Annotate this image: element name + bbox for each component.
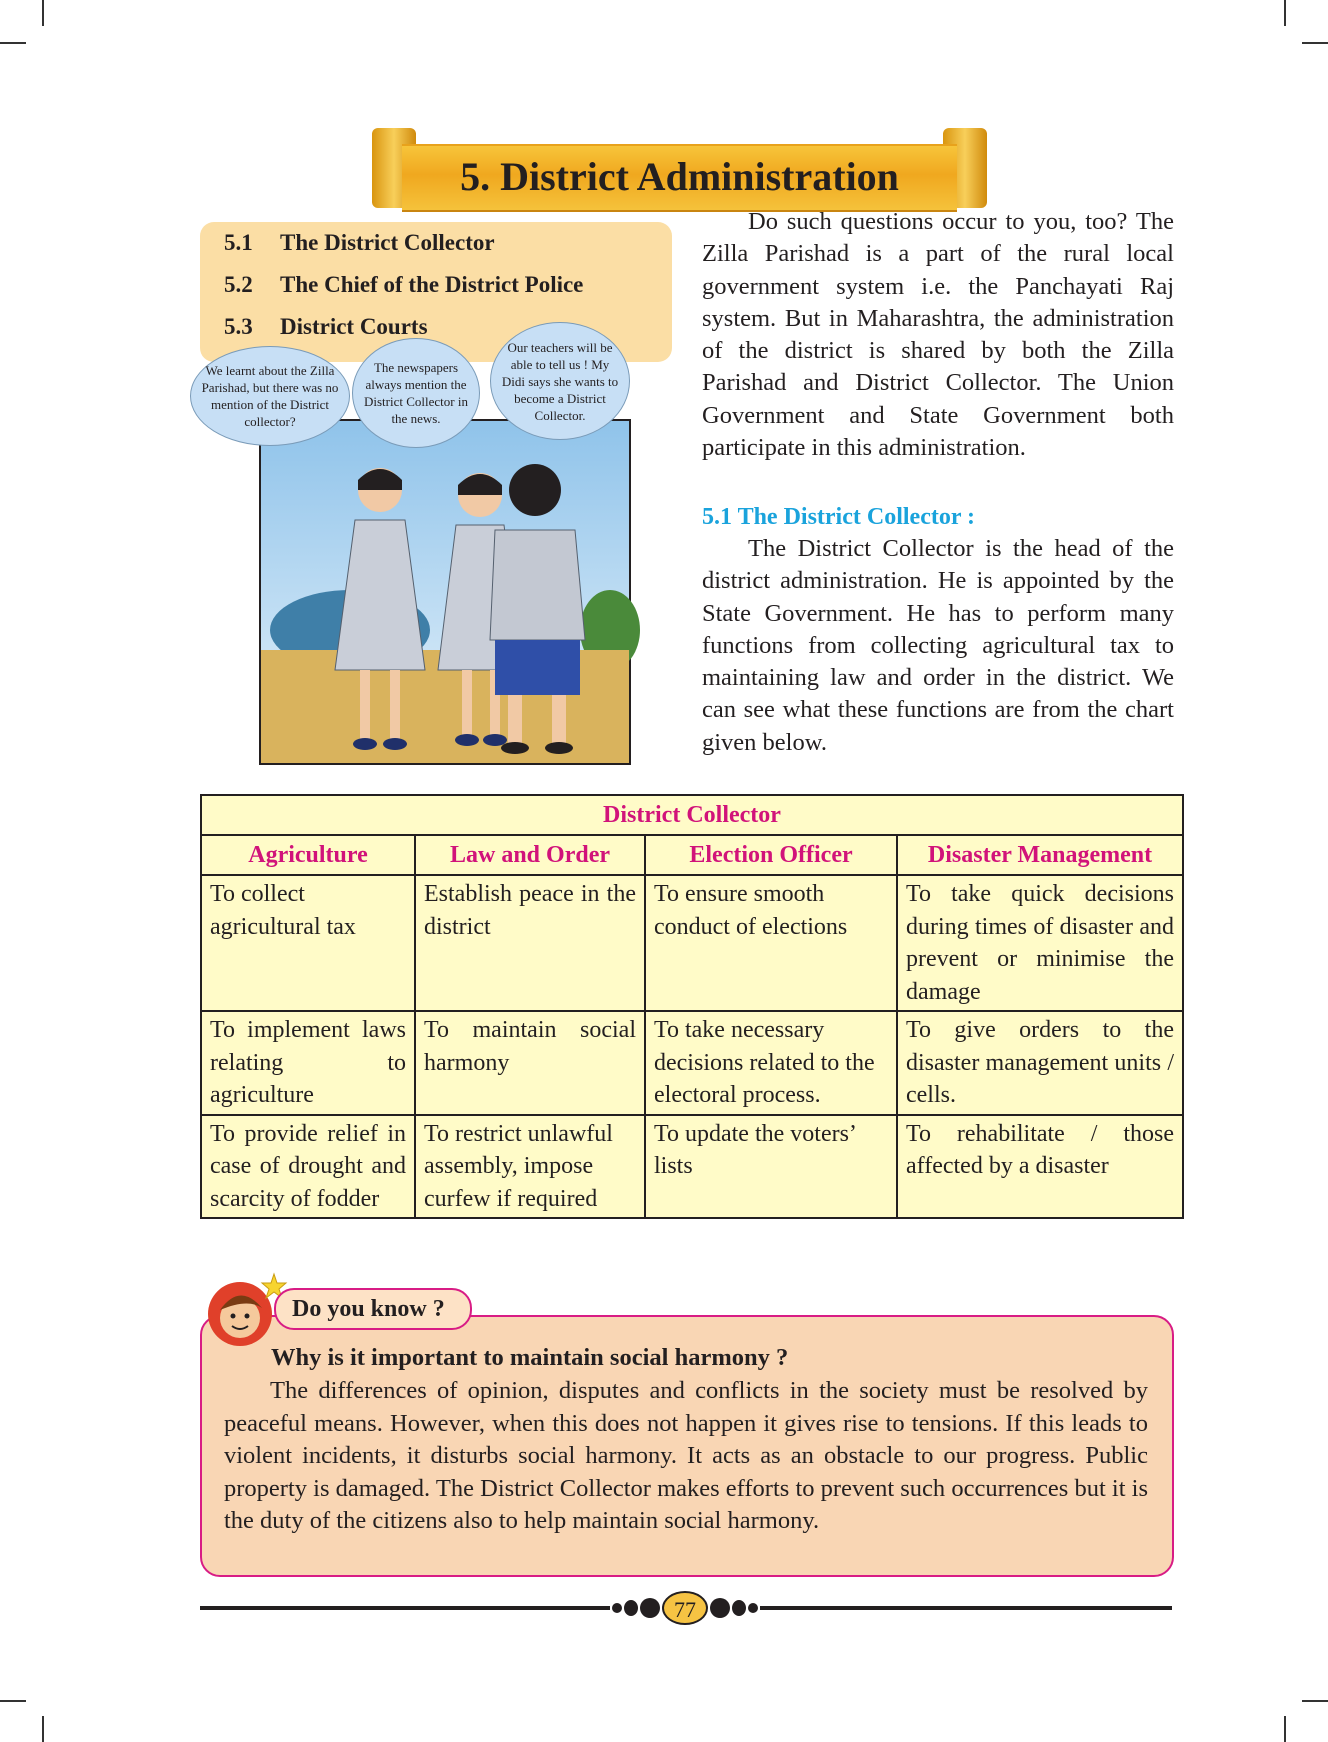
table-row — [201, 1115, 1183, 1219]
column-header: Agriculture — [201, 835, 415, 875]
table-cell: To rehabilitate / those affected by a disaster — [897, 1115, 1183, 1219]
speech-bubble: We learnt about the Zilla Parishad, but there was no mention of the District collector? — [190, 346, 350, 446]
table-cell: To update the voters’ lists — [645, 1115, 897, 1219]
crop-mark — [1284, 0, 1286, 26]
table-cell: To restrict unlawful assembly, impose curfew if required — [415, 1115, 645, 1219]
table-cell: To implement laws relating to agriculture — [201, 1011, 415, 1115]
footer-ornament — [612, 1603, 622, 1613]
topic-item: 5.1 The District Collector — [224, 230, 495, 255]
collector-functions-table — [200, 794, 1184, 1219]
table-cell: To provide relief in case of drought and scarcity of fodder — [201, 1115, 415, 1219]
chapter-title: 5. District Administration — [460, 154, 899, 199]
topic-item: 5.3 District Courts — [224, 314, 428, 339]
table-cell: To take quick decisions during times of disaster and prevent or minimise the damage — [897, 875, 1183, 1011]
table-cell: To collect agricultural tax — [201, 875, 415, 1011]
do-you-know-question: Why is it important to maintain social harmony ? — [271, 1344, 789, 1371]
crop-mark — [1302, 42, 1328, 44]
table-cell: To ensure smooth conduct of elections — [645, 875, 897, 1011]
speech-bubble: Our teachers will be able to tell us ! My Didi says she wants to become a District Collector. — [490, 322, 630, 440]
do-you-know-text: The differences of opinion, disputes and conflicts in the society must be resolved by peaceful means. However, when this does not happen it gives rise to tensions. If this leads to violent incidents, it disturbs social harmony. It acts as an obstacle to our progress. Public property is damaged. The District Collector makes efforts to prevent such occurrences but it is the duty of the citizens also to help maintain social harmony. — [224, 1377, 1148, 1534]
crop-mark — [42, 1716, 44, 1742]
footer-rule — [200, 1606, 610, 1610]
footer-ornament — [710, 1598, 730, 1618]
chapter-banner — [372, 128, 987, 208]
table-cell: Establish peace in the district — [415, 875, 645, 1011]
table-row — [201, 875, 1183, 1011]
speech-bubble: The newspapers always mention the District Collector in the news. — [352, 338, 480, 448]
column-header: Election Officer — [645, 835, 897, 875]
crop-mark — [42, 0, 44, 26]
students-illustration — [190, 330, 650, 766]
page-number: 77 — [662, 1591, 708, 1625]
crop-mark — [0, 1700, 26, 1702]
crop-mark — [0, 42, 26, 44]
footer-ornament — [748, 1603, 758, 1613]
section-heading: 5.1 The District Collector : — [702, 504, 976, 530]
section-paragraph: The District Collector is the head of the district administration. He is appointed by the State Government. He has to perform many functions from collecting agricultural tax to maintaining law and order in the district. We can see what these functions are from the chart given below. — [702, 535, 1174, 756]
footer-ornament — [624, 1600, 638, 1616]
footer-ornament — [732, 1600, 746, 1616]
table-title: District Collector — [201, 795, 1183, 835]
footer-ornament — [640, 1598, 660, 1618]
footer-rule — [760, 1606, 1172, 1610]
crop-mark — [1284, 1716, 1286, 1742]
intro-paragraph: Do such questions occur to you, too? The Zilla Parishad is a part of the rural local government system i.e. the Panchayati Raj system. But in Maharashtra, the administration of the district is shared by both the Zilla Parishad and District Collector. The Union Government and State Government both participate in this administration. — [702, 208, 1174, 462]
topic-item: 5.2 The Chief of the District Police — [224, 272, 584, 297]
crop-mark — [1302, 1700, 1328, 1702]
boy-head — [509, 464, 561, 516]
table-cell: To maintain social harmony — [415, 1011, 645, 1115]
column-header: Law and Order — [415, 835, 645, 875]
do-you-know-label: Do you know ? — [274, 1288, 472, 1330]
table-cell: To give orders to the disaster management units / cells. — [897, 1011, 1183, 1115]
table-cell: To take necessary decisions related to the electoral process. — [645, 1011, 897, 1115]
column-header: Disaster Management — [897, 835, 1183, 875]
table-row — [201, 1011, 1183, 1115]
